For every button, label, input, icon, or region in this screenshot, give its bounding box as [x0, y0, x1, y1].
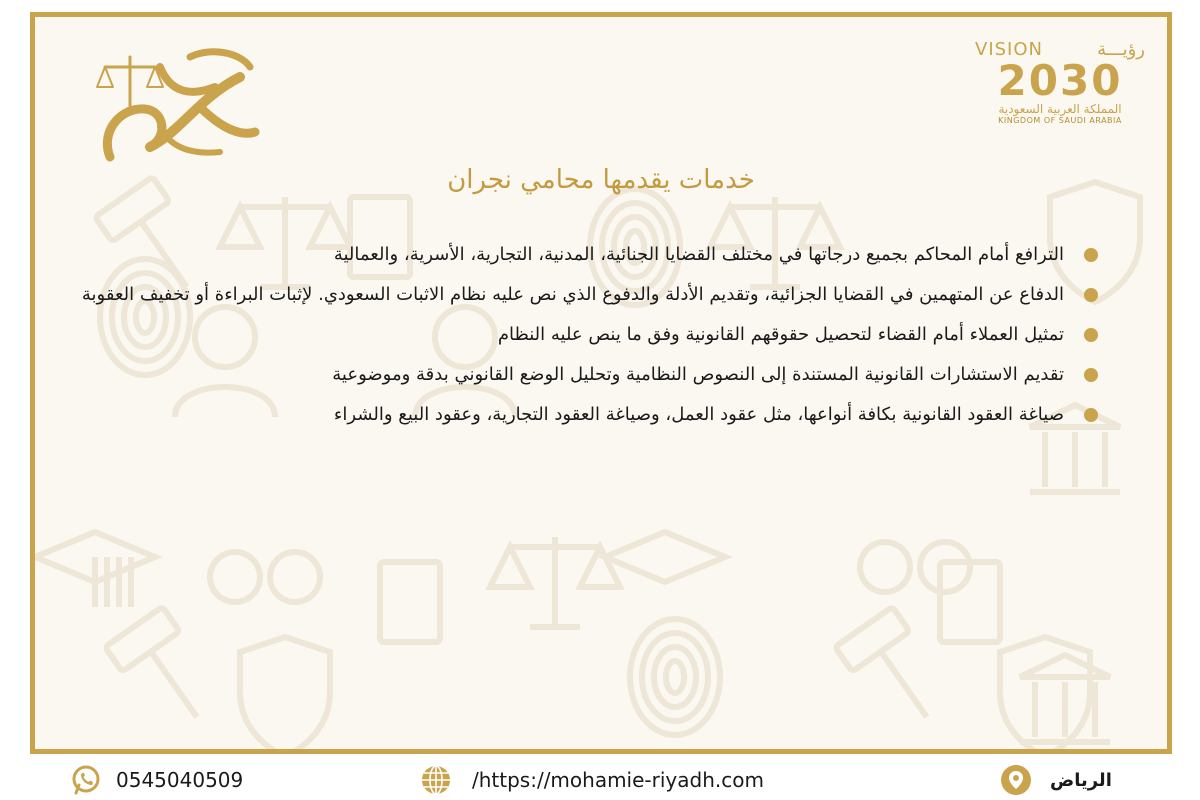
service-text: تقديم الاستشارات القانونية المستندة إلى النصوص النظامية وتحليل الوضع القانوني بدقة وموضوعية — [332, 364, 1064, 385]
vision-en-label: VISION — [975, 39, 1043, 60]
service-text: الدفاع عن المتهمين في القضايا الجزائية، وتقديم الأدلة والدفوع الذي نص عليه نظام الاثبات السعودي. لإثبات البراءة أو تخفيف العقوبة — [81, 284, 1064, 305]
bullet-icon — [1084, 328, 1098, 342]
vision-ar-label: رؤيـــة — [1097, 39, 1145, 60]
website-link[interactable] — [420, 764, 764, 796]
bullet-icon — [1084, 288, 1098, 302]
vision-country-ar: المملكة العربية السعودية — [998, 102, 1122, 116]
service-text: تمثيل العملاء أمام القضاء لتحصيل حقوقهم القانونية وفق ما ينص عليه النظام — [497, 324, 1064, 345]
footer — [0, 758, 1200, 800]
calligraphy-logo — [90, 37, 260, 167]
service-item — [72, 315, 1112, 355]
page-title: خدمات يقدمها محامي نجران — [447, 165, 755, 195]
content-frame — [30, 12, 1172, 754]
bullet-icon — [1084, 408, 1098, 422]
vision-2030-logo — [975, 39, 1145, 139]
city-name: الرياض — [1050, 769, 1112, 791]
whatsapp-icon — [70, 764, 102, 796]
service-item — [72, 355, 1112, 395]
location-pin-icon — [1000, 764, 1032, 796]
bullet-icon — [1084, 248, 1098, 262]
location-contact — [1000, 764, 1112, 796]
service-text: صياغة العقود القانونية بكافة أنواعها، مثل عقود العمل، وصياغة العقود التجارية، وعقود البيع والشراء — [333, 404, 1064, 425]
globe-icon — [420, 764, 452, 796]
website-url: /https://mohamie-riyadh.com — [472, 768, 764, 792]
service-item — [72, 275, 1112, 315]
phone-number: 0545040509 — [116, 768, 244, 792]
service-item — [72, 395, 1112, 435]
service-text: الترافع أمام المحاكم بجميع درجاتها في مختلف القضايا الجنائية، المدنية، التجارية، الأسرية، والعمالية — [333, 244, 1064, 265]
service-item — [72, 235, 1112, 275]
services-list — [72, 235, 1112, 435]
bullet-icon — [1084, 368, 1098, 382]
vision-year: 2030 — [997, 56, 1123, 105]
vision-country-en: KINGDOM OF SAUDI ARABIA — [998, 116, 1122, 125]
phone-contact[interactable] — [70, 764, 243, 796]
